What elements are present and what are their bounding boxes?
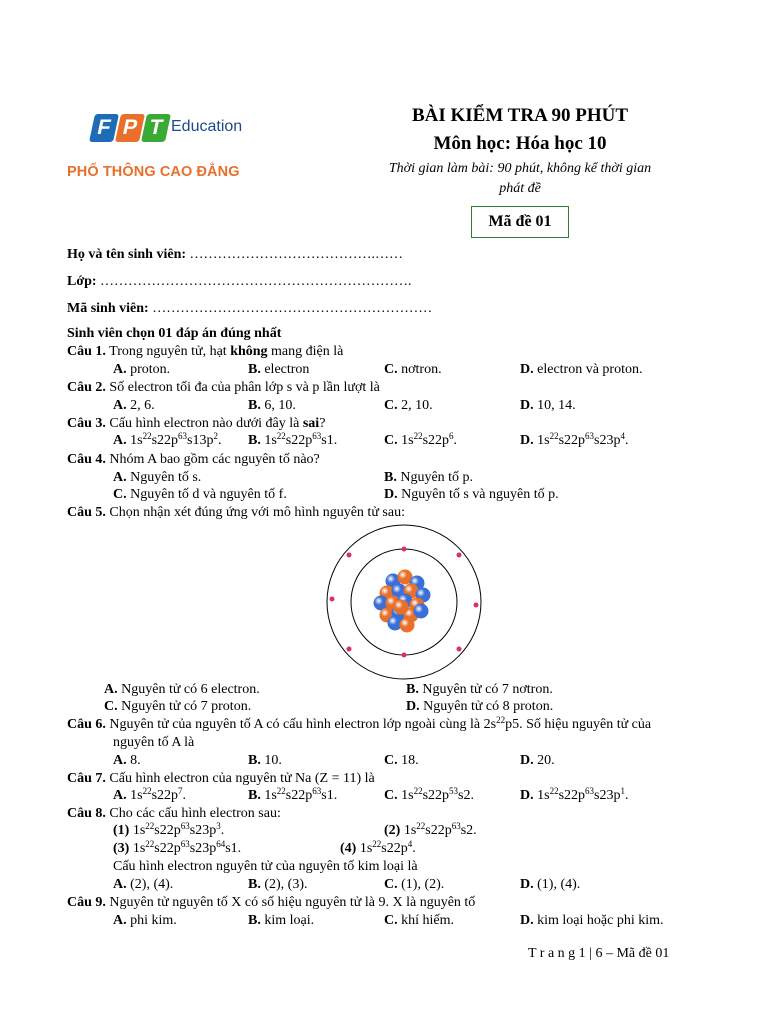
option-key: B. <box>248 398 261 413</box>
option-text: $1s^{22}s22p^7$. <box>130 786 187 803</box>
q9-option-a[interactable] <box>113 912 177 930</box>
electron <box>457 553 462 558</box>
q5-option-d[interactable] <box>406 698 553 716</box>
option-text: 6, 10. <box>264 398 296 413</box>
q8-option-d[interactable] <box>520 876 580 894</box>
q8-config-1 <box>113 822 224 840</box>
student-name-label: Họ và tên sinh viên: <box>67 247 187 262</box>
option-key: D. <box>520 753 534 768</box>
config-key: (1) <box>113 823 130 838</box>
fpt-education-logo <box>66 108 266 188</box>
q6-option-d[interactable] <box>520 752 555 770</box>
logo-letter-f: F <box>89 114 119 142</box>
q7-option-a[interactable] <box>113 787 186 805</box>
electron <box>347 647 352 652</box>
question-9 <box>67 894 475 912</box>
option-text: 20. <box>537 753 555 768</box>
neutron <box>414 604 429 619</box>
instruction <box>67 325 281 343</box>
question-text: ? <box>319 416 326 431</box>
option-key: D. <box>520 913 534 928</box>
option-text: Nguyên tử có 6 electron. <box>121 682 260 697</box>
option-key: B. <box>248 913 261 928</box>
option-key: D. <box>520 398 534 413</box>
student-id-label: Mã sinh viên: <box>67 301 149 316</box>
option-key: A. <box>113 877 127 892</box>
exam-time-note <box>368 159 672 199</box>
option-text: 10. <box>264 753 282 768</box>
question-text: mang điện là <box>267 344 344 359</box>
option-key: C. <box>384 788 398 803</box>
option-key: D. <box>520 788 534 803</box>
option-key: C. <box>104 699 118 714</box>
q7-option-c[interactable] <box>384 787 474 805</box>
option-key: A. <box>113 470 127 485</box>
q4-option-d[interactable] <box>384 486 559 504</box>
option-text: Nguyên tố s và nguyên tố p. <box>401 487 559 502</box>
student-name-row <box>67 246 403 264</box>
q8-option-c[interactable] <box>384 876 444 894</box>
option-key: B. <box>248 433 261 448</box>
q6-option-c[interactable] <box>384 752 419 770</box>
student-class-row <box>67 273 412 291</box>
question-number: Câu 8. <box>67 806 106 821</box>
page-footer: T r a n g 1 | 6 – Mã đề 01 <box>528 946 670 961</box>
question-text: Nguyên tử của nguyên tố A có cấu hình electron lớp ngoài cùng là $2s^{22}p5$. Số hiệu nguyên tử của <box>109 715 652 732</box>
q3-option-d[interactable] <box>520 432 628 450</box>
question-text: Chọn nhận xét đúng ứng với mô hình nguyên tử sau: <box>109 505 405 520</box>
exam-title: BÀI KIỂM TRA 90 PHÚT <box>411 105 629 126</box>
option-key: D. <box>520 433 534 448</box>
electron <box>457 647 462 652</box>
question-3 <box>67 415 325 433</box>
option-text: 8. <box>130 753 141 768</box>
question-text: Số electron tối đa của phân lớp s và p lần lượt là <box>109 380 380 395</box>
q8-config-4 <box>340 840 416 858</box>
q4-option-c[interactable] <box>113 486 287 504</box>
student-class-label: Lớp: <box>67 274 97 289</box>
option-text: $1s^{22}s22p^{63}s23p^1$. <box>537 786 629 803</box>
option-key: A. <box>113 788 127 803</box>
q6-option-a[interactable] <box>113 752 141 770</box>
q5-option-c[interactable] <box>104 698 251 716</box>
logo-education-text: Education <box>171 118 243 135</box>
option-key: A. <box>113 913 127 928</box>
q2-option-b[interactable] <box>248 397 296 415</box>
question-number: Câu 7. <box>67 771 106 786</box>
question-text: Nguyên tử nguyên tố X có số hiệu nguyên tử là 9. X là nguyên tố <box>109 895 476 910</box>
question-6 <box>67 716 651 734</box>
q9-option-d[interactable] <box>520 912 664 930</box>
option-key: C. <box>113 487 127 502</box>
option-key: C. <box>384 433 398 448</box>
option-text: $1s^{22}s22p^{63}s1$. <box>264 786 338 803</box>
option-text: Nguyên tố s. <box>130 470 202 485</box>
option-text: (1), (4). <box>537 877 581 892</box>
q1-option-c[interactable] <box>384 361 442 379</box>
q3-option-c[interactable] <box>384 432 457 450</box>
option-text: 2, 6. <box>130 398 155 413</box>
option-key: B. <box>248 753 261 768</box>
q8-config-3 <box>113 840 241 858</box>
config-text: $1s^{22}s22p^4$. <box>359 839 416 856</box>
option-text: Nguyên tử có 8 proton. <box>423 699 554 714</box>
option-key: D. <box>520 877 534 892</box>
question-7 <box>67 770 375 788</box>
option-text: electron <box>264 362 310 377</box>
option-key: D. <box>520 362 534 377</box>
student-id-row <box>67 300 432 318</box>
q5-option-b[interactable] <box>406 681 553 699</box>
q4-option-a[interactable] <box>113 469 201 487</box>
option-key: B. <box>248 788 261 803</box>
question-number: Câu 6. <box>67 717 106 732</box>
option-text: 2, 10. <box>401 398 433 413</box>
option-key: C. <box>384 753 398 768</box>
option-text: Nguyên tố d và nguyên tố f. <box>130 487 287 502</box>
question-text: Cấu hình electron của nguyên tử Na (Z = 11) là <box>109 771 375 786</box>
option-key: B. <box>248 362 261 377</box>
q6-option-b[interactable] <box>248 752 282 770</box>
question-8-line2: Cấu hình electron nguyên tử của nguyên tố kim loại là <box>113 859 418 874</box>
question-number: Câu 9. <box>67 895 106 910</box>
option-text: phi kim. <box>130 913 177 928</box>
question-number: Câu 3. <box>67 416 106 431</box>
option-text: kim loại hoặc phi kim. <box>537 913 664 928</box>
option-text: $1s^{22}s22p^{63}s1$. <box>264 431 338 448</box>
question-1 <box>67 343 343 361</box>
proton <box>394 600 409 615</box>
option-text: proton. <box>130 362 171 377</box>
q5-option-a[interactable] <box>104 681 260 699</box>
option-key: C. <box>384 362 398 377</box>
proton <box>400 618 415 633</box>
question-4 <box>67 451 320 469</box>
logo-letter-t: T <box>141 114 171 142</box>
config-key: (2) <box>384 823 401 838</box>
question-text: Cho các cấu hình electron sau: <box>109 806 281 821</box>
q8-option-b[interactable] <box>248 876 308 894</box>
question-5 <box>67 504 405 522</box>
instruction-text: Sinh viên chọn 01 đáp án đúng nhất <box>67 326 282 341</box>
question-text: Cấu hình electron nào dưới đây là <box>109 416 303 431</box>
config-text: $1s^{22}s22p^{63}s23p^{64}s1$. <box>132 839 242 856</box>
config-text: $1s^{22}s22p^{63}s2$. <box>403 821 477 838</box>
question-number: Câu 1. <box>67 344 106 359</box>
option-text: Nguyên tử có 7 proton. <box>121 699 252 714</box>
q1-option-d[interactable] <box>520 361 642 379</box>
q1-option-b[interactable] <box>248 361 309 379</box>
question-emphasis: không <box>230 344 268 359</box>
atom-model-figure <box>323 521 485 683</box>
question-8 <box>67 805 281 823</box>
option-key: A. <box>113 362 127 377</box>
q7-option-b[interactable] <box>248 787 337 805</box>
question-number: Câu 4. <box>67 452 106 467</box>
logo-letter-p: P <box>115 114 145 142</box>
q9-option-c[interactable] <box>384 912 454 930</box>
q8-option-a[interactable] <box>113 876 173 894</box>
option-text: 10, 14. <box>537 398 576 413</box>
q3-option-a[interactable] <box>113 432 221 450</box>
q8-config-2 <box>384 822 477 840</box>
option-text: $1s^{22}s22p^{53}s2$. <box>401 786 474 803</box>
question-2 <box>67 379 380 397</box>
q2-option-c[interactable] <box>384 397 433 415</box>
question-number: Câu 5. <box>67 505 106 520</box>
question-text: Nhóm A bao gồm các nguyên tố nào? <box>109 452 320 467</box>
option-key: B. <box>384 470 397 485</box>
option-text: 18. <box>401 753 419 768</box>
option-key: D. <box>384 487 398 502</box>
electron <box>474 603 479 608</box>
config-text: $1s^{22}s22p^{63}s23p^3$. <box>132 821 225 838</box>
electron <box>347 553 352 558</box>
option-text: kim loại. <box>264 913 315 928</box>
electron <box>402 547 407 552</box>
question-6-line2: nguyên tố A là <box>113 735 195 750</box>
option-text: Nguyên tử có 7 nơtron. <box>422 682 553 697</box>
option-key: A. <box>113 433 127 448</box>
question-text: Trong nguyên tử, hạt <box>109 344 231 359</box>
option-text: $1s^{22}s22p^{63}s13p^2$. <box>130 431 222 448</box>
option-key: B. <box>248 877 261 892</box>
time-note-line1: Thời gian làm bài: 90 phút, không kể thời gian <box>388 161 652 176</box>
exam-code-box: Mã đề 01 <box>471 206 569 238</box>
option-text: Nguyên tố p. <box>400 470 474 485</box>
option-text: (2), (4). <box>130 877 174 892</box>
question-emphasis: sai <box>302 416 320 431</box>
electron <box>402 653 407 658</box>
q2-option-d[interactable] <box>520 397 576 415</box>
option-text: (1), (2). <box>401 877 445 892</box>
option-key: C. <box>384 913 398 928</box>
option-text: electron và proton. <box>537 362 643 377</box>
electron <box>330 597 335 602</box>
q1-option-a[interactable] <box>113 361 170 379</box>
logo-subtitle: PHỔ THÔNG CAO ĐẲNG <box>67 164 240 180</box>
option-key: B. <box>406 682 419 697</box>
exam-subject: Môn học: Hóa học 10 <box>433 133 607 154</box>
config-key: (3) <box>113 841 130 856</box>
option-text: nơtron. <box>401 362 442 377</box>
config-key: (4) <box>340 841 357 856</box>
option-text: $1s^{22}s22p^{63}s23p^4$. <box>537 431 629 448</box>
q2-option-a[interactable] <box>113 397 155 415</box>
option-text: $1s^{22}s22p^6$. <box>401 431 458 448</box>
atom-nucleus <box>374 570 431 633</box>
option-text: (2), (3). <box>264 877 308 892</box>
q4-option-b[interactable] <box>384 469 473 487</box>
option-key: C. <box>384 877 398 892</box>
student-id-dots: …………………………………………………… <box>152 301 433 316</box>
q9-option-b[interactable] <box>248 912 314 930</box>
option-text: khí hiếm. <box>401 913 455 928</box>
option-key: A. <box>113 753 127 768</box>
question-number: Câu 2. <box>67 380 106 395</box>
option-key: A. <box>113 398 127 413</box>
student-class-dots: …………………………………………………………. <box>100 274 412 289</box>
student-name-dots: ………………………………….…… <box>189 247 404 262</box>
time-note-line2: phát đề <box>499 181 541 196</box>
option-key: A. <box>104 682 118 697</box>
option-key: D. <box>406 699 420 714</box>
q3-option-b[interactable] <box>248 432 337 450</box>
q7-option-d[interactable] <box>520 787 628 805</box>
option-key: C. <box>384 398 398 413</box>
